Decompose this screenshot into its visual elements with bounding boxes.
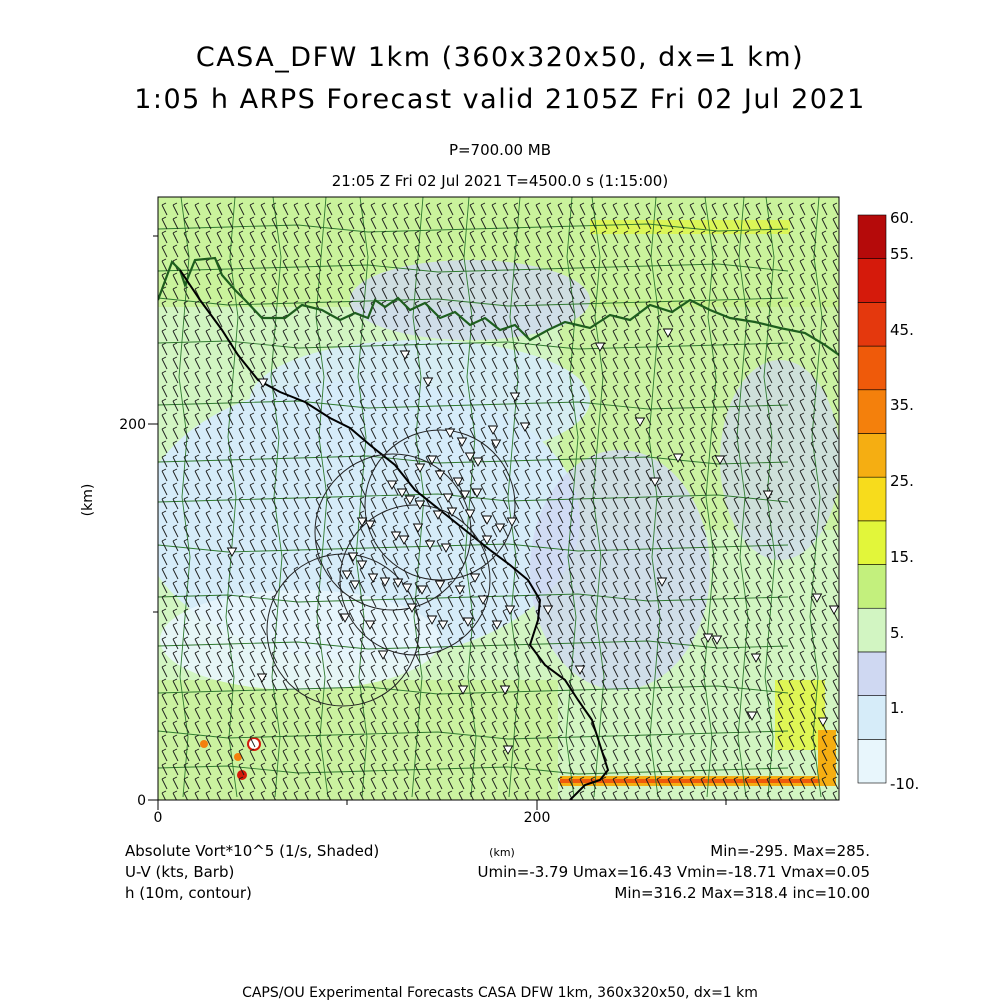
y-tick-0: 0: [137, 793, 146, 809]
colorbar-label-35: 35.: [890, 396, 914, 414]
y-tick-200: 200: [119, 417, 146, 433]
x-tick-0: 0: [153, 810, 163, 826]
colorbar-label-15: 15.: [890, 548, 914, 566]
colorbar-swatch: [858, 433, 886, 477]
colorbar-swatch: [858, 346, 886, 390]
plot-legend: [125, 842, 870, 902]
shading-low-east: [530, 450, 710, 690]
title-line-2: 1:05 h ARPS Forecast valid 2105Z Fri 02 Jul 2021: [134, 84, 866, 115]
colorbar-label-minus-10: -10.: [890, 775, 920, 793]
colorbar-swatch: [858, 259, 886, 303]
colorbar-swatch: [858, 739, 886, 783]
title-line-1: CASA_DFW 1km (360x320x50, dx=1 km): [195, 42, 805, 73]
legend-field-1: Absolute Vort*10^5 (1/s, Shaded): [125, 842, 380, 860]
colorbar-swatch: [858, 652, 886, 696]
colorbar-label-45: 45.: [890, 321, 914, 339]
y-axis-unit: (km): [80, 483, 96, 517]
colorbar-swatch: [858, 696, 886, 740]
shading-low-south: [160, 590, 440, 690]
colorbar: [858, 215, 886, 783]
legend-stats-2: Umin=-3.79 Umax=16.43 Vmin=-18.71 Vmax=0.05: [477, 863, 870, 881]
shading-spot-2: [200, 740, 208, 748]
colorbar-label-55: 55.: [890, 245, 914, 263]
colorbar-swatch: [858, 390, 886, 434]
x-axis-unit: (km): [489, 846, 515, 859]
colorbar-swatch: [858, 215, 886, 259]
colorbar-label-25: 25.: [890, 472, 914, 490]
colorbar-swatch: [858, 477, 886, 521]
colorbar-label-5: 5.: [890, 624, 905, 642]
colorbar-label-60: 60.: [890, 209, 914, 227]
x-tick-200: 200: [523, 810, 551, 826]
colorbar-swatch: [858, 302, 886, 346]
footer-credit: CAPS/OU Experimental Forecasts CASA DFW 1km, 360x320x50, dx=1 km: [242, 985, 758, 1001]
colorbar-labels: [890, 209, 919, 793]
valid-time-line: 21:05 Z Fri 02 Jul 2021 T=4500.0 s (1:15:00): [331, 172, 669, 190]
colorbar-swatch: [858, 565, 886, 609]
legend-field-2: U-V (kts, Barb): [125, 863, 235, 881]
pressure-level: P=700.00 MB: [448, 141, 552, 159]
colorbar-swatch: [858, 521, 886, 565]
legend-stats-3: Min=316.2 Max=318.4 inc=10.00: [614, 884, 870, 902]
colorbar-swatch: [858, 608, 886, 652]
colorbar-label-1: 1.: [890, 699, 905, 717]
legend-stats-1: Min=-295. Max=285.: [710, 842, 870, 860]
legend-field-3: h (10m, contour): [125, 884, 252, 902]
